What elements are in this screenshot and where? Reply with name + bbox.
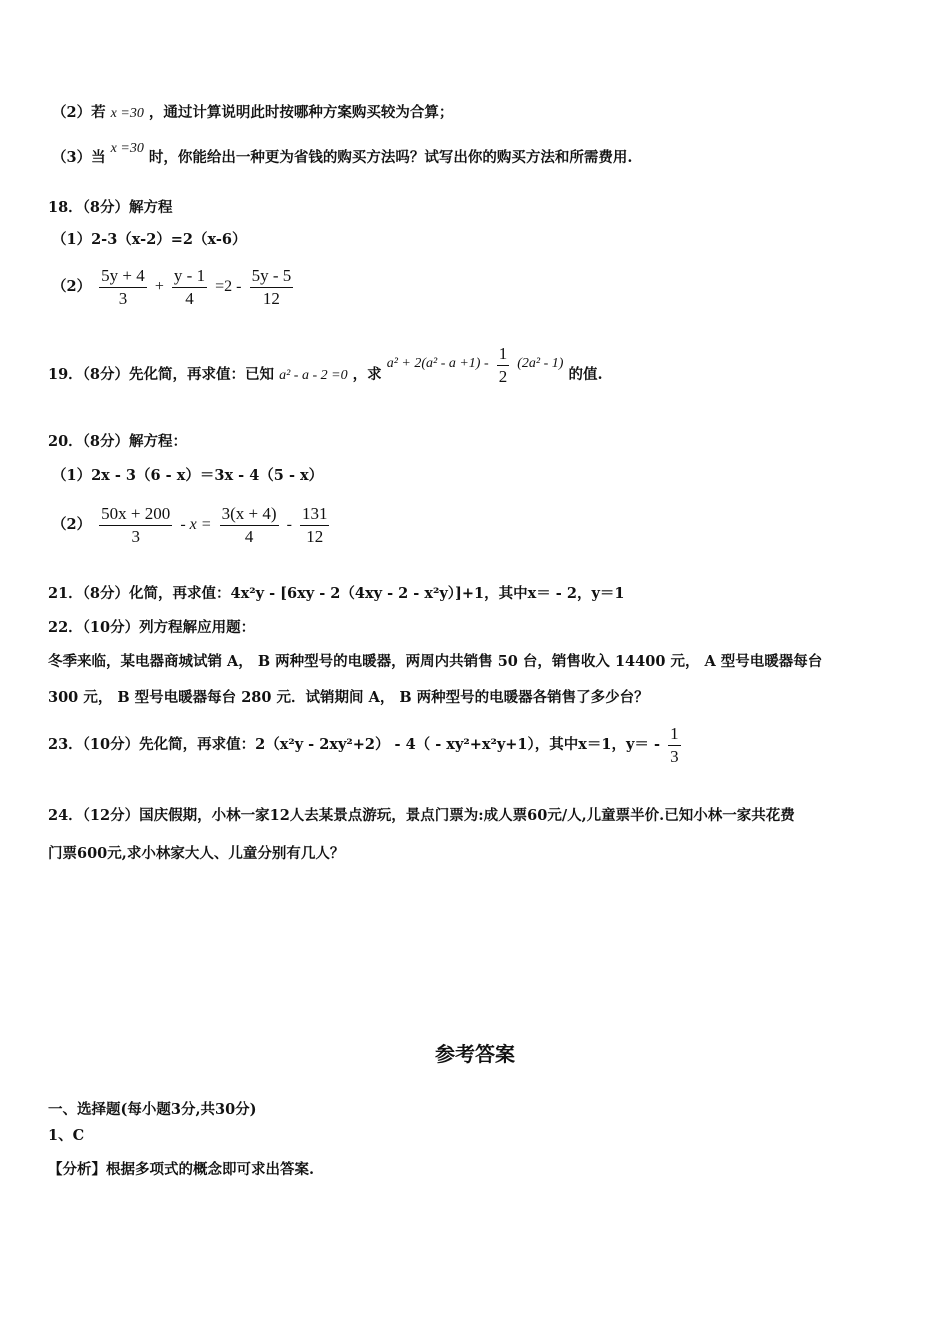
q22-header: 22．（10分）列方程解应用题：: [48, 619, 256, 636]
q18-fraction-3: $\frac{5y - 5}{12}$: [251, 265, 292, 308]
q17-part2-condition: x =30: [110, 106, 144, 121]
q23-fraction: $\frac{1}{3}$: [670, 723, 679, 766]
q20-header: 20．（8分）解方程：: [48, 433, 188, 450]
q19-expression-a: a² + 2(a² - a +1) -: [386, 356, 489, 371]
q20-fraction-2: $\frac{3(x + 4)}{4}$: [221, 503, 277, 546]
q18-fraction-1: $\frac{5y + 4}{3}$: [101, 265, 145, 308]
q24-line2: 门票600元,求小林家大人、儿童分别有几人？: [48, 845, 345, 862]
q22-line2: 300 元， B 型号电暖器每台 280 元．试销期间 A， B 两种型号的电暖器各销售了多少台？: [48, 689, 649, 706]
q19: 19．（8分）先化简，再求值：已知 a² - a - 2 =0 ，求 a² + 2(a² - a +1) - $\frac{1}{2}$ (2a² - 1) 的值.: [48, 343, 603, 386]
q18-fraction-2: $\frac{y - 1}{4}$: [173, 265, 206, 308]
q19-fraction: $\frac{1}{2}$: [498, 343, 508, 386]
q22-line1: 冬季来临，某电器商城试销 A， B 两种型号的电暖器，两周内共销售 50 台，销售收入 14400 元， A 型号电暖器每台: [48, 653, 823, 670]
q21: 21．（8分）化简，再求值：4x²y - [6xy - 2（4xy - 2 - x²y）]+1，其中x＝ - 2，y＝1: [48, 585, 625, 602]
q19-expression-b: (2a² - 1): [517, 356, 564, 371]
answers-title: 参考答案: [435, 1042, 515, 1066]
answers-section: 一、选择题(每小题3分,共30分): [48, 1101, 257, 1118]
q20-fraction-3: $\frac{131}{12}$: [301, 503, 328, 546]
q19-condition: a² - a - 2 =0: [279, 368, 348, 383]
q17-part2: （2）若 x =30 ，通过计算说明此时按哪种方案购买较为合算；: [52, 104, 454, 121]
answer-1: 1、C: [48, 1127, 85, 1144]
q18-part1: （1）2-3（x-2）=2（x-6）: [52, 231, 247, 248]
q20-part2: （2） $\frac{50x + 200}{3}$ - x = $\frac{3(x + 4)}{4}$ - $\frac{131}{12}$: [52, 503, 328, 546]
q18-part2: （2） $\frac{5y + 4}{3}$ + $\frac{y - 1}{4}$ =2 - $\frac{5y - 5}{12}$: [52, 265, 292, 308]
q20-fraction-1: $\frac{50x + 200}{3}$: [101, 503, 171, 546]
q23: 23．（10分）先化简，再求值：2（x²y - 2xy²+2） - 4（ - xy²+x²y+1），其中x＝1，y＝ - $\frac{1}{3}$: [48, 723, 679, 766]
answer-1-analysis: 【分析】根据多项式的概念即可求出答案.: [48, 1161, 315, 1178]
q20-part1: （1）2x - 3（6 - x）＝3x - 4（5 - x）: [52, 467, 324, 484]
q17-part3-condition: x =30: [110, 141, 144, 156]
q24-line1: 24．（12分）国庆假期，小林一家12人去某景点游玩，景点门票为:成人票60元/人,儿童票半价.已知小林一家共花费: [48, 807, 795, 824]
q17-part3: （3）当 x =30 时，你能给出一种更为省钱的购买方法吗？试写出你的购买方法和所需费用.: [52, 141, 633, 166]
q18-header: 18．（8分）解方程: [48, 199, 173, 216]
